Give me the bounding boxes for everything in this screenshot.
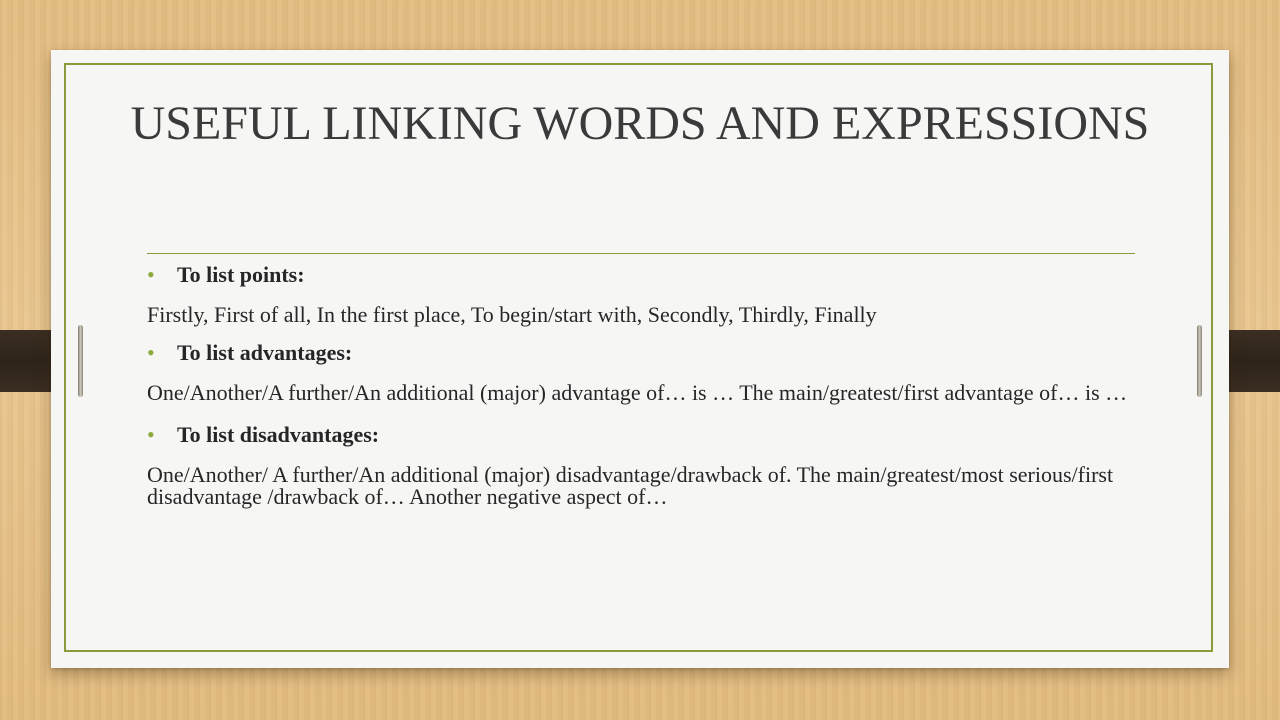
slide-title: USEFUL LINKING WORDS AND EXPRESSIONS (130, 97, 1150, 150)
right-peg (1197, 325, 1202, 397)
bullet-dot-icon: • (147, 422, 155, 447)
slide-paper (51, 50, 1229, 668)
bullet-heading-text: To list disadvantages: (177, 422, 380, 447)
title-divider (147, 253, 1135, 254)
bullet-heading-text: To list advantages: (177, 340, 353, 365)
body-text-list-disadvantages: One/Another/ A further/An additional (major) disadvantage/drawback of. The main/greatest/most serious/first disadvantage /drawback of… Another negative aspect of… (147, 462, 1114, 509)
bullet-dot-icon: • (147, 340, 155, 365)
bullet-dot-icon: • (147, 262, 155, 287)
body-text-list-points: Firstly, First of all, In the first place, To begin/start with, Secondly, Thirdly, Finally (147, 302, 877, 327)
bullet-heading-list-disadvantages (147, 420, 1147, 450)
bullet-heading-text: To list points: (177, 262, 305, 287)
bullet-heading-list-advantages (147, 338, 1147, 368)
slide-content (147, 260, 1147, 508)
left-peg (78, 325, 83, 397)
bullet-heading-list-points (147, 260, 1147, 290)
body-text-list-advantages: One/Another/A further/An additional (major) advantage of… is … The main/greatest/first advantage of… is … (147, 380, 1128, 405)
